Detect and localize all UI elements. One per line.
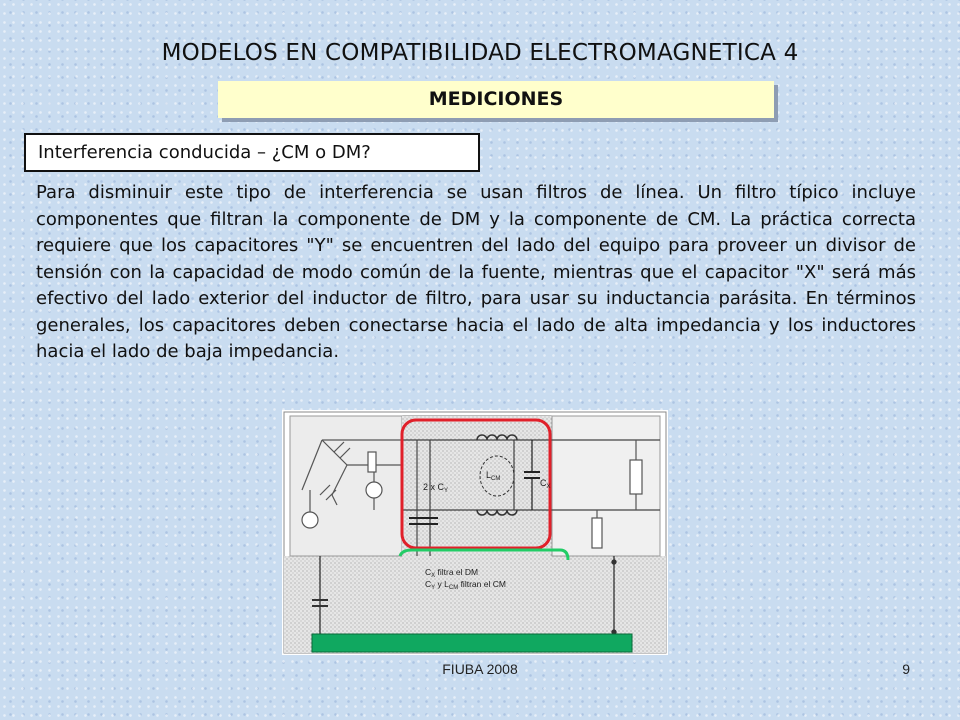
caption-line-2: $C_Y$ y $L_{CM}$ filtran el CM [425, 579, 506, 591]
section-heading: Interferencia conducida – ¿CM o DM? [24, 133, 480, 172]
caption-line-1: $C_X$ filtra el DM [425, 567, 479, 579]
line-filter-diagram [282, 410, 668, 655]
page-number: 9 [902, 661, 910, 677]
footer-label: FIUBA 2008 [442, 661, 518, 677]
label-2xcy: 2 x $C_Y$ [423, 482, 449, 494]
subtitle-banner: MEDICIONES [218, 81, 774, 118]
body-paragraph: Para disminuir este tipo de interferencia se usan filtros de línea. Un filtro típico incluye componentes que filtran la componente de DM y la componente de CM. La práctica correcta requiere que los capacitores "Y" se encuentren del lado del equipo para proveer un divisor de tensión con la capacidad de modo común de la fuente, mientras que el capacitor "X" será más efectivo del lado exterior del inductor de filtro, para usar su inductancia parásita. En términos generales, los capacitores deben conectarse hacia el lado de alta impedancia y los inductores hacia el lado de baja impedancia. [36, 182, 916, 362]
label-lcm: $L_{CM}$ [486, 470, 501, 482]
ground-plane [312, 634, 632, 652]
label-cx: $C_X$ [540, 478, 551, 490]
slide-title: MODELOS EN COMPATIBILIDAD ELECTROMAGNETICA 4 [161, 40, 799, 66]
source-section [290, 416, 402, 556]
load-section [552, 416, 660, 556]
